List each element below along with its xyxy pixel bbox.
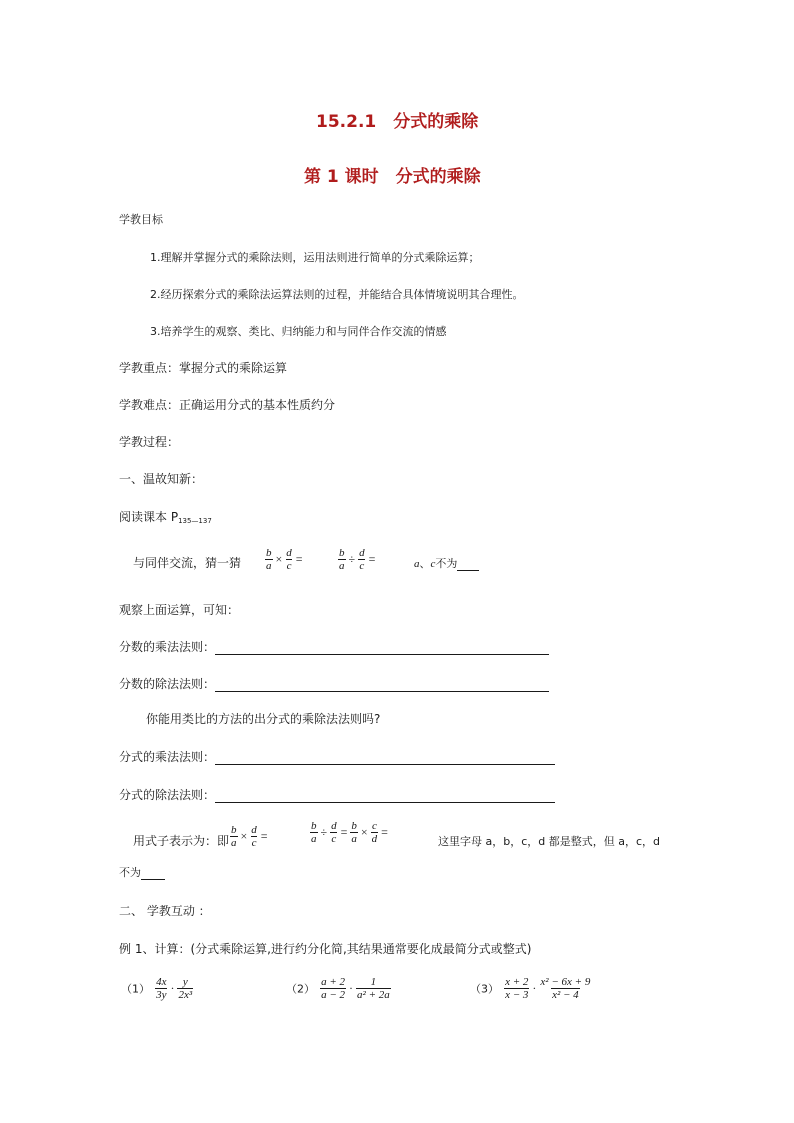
fraction: $\frac{c}{d}$ — [371, 820, 378, 845]
read-pages: 135—137 — [178, 517, 212, 525]
fraction: $\frac{b}{a}$ — [351, 820, 357, 845]
fraction: $\frac{a + 2}{a - 2}$ — [321, 976, 346, 1001]
goals-heading: 学教目标 — [119, 213, 163, 226]
section-2-heading: 二、 学教互动 ： — [119, 904, 211, 918]
exercise-label: （2） — [286, 982, 315, 996]
exercise-label: （1） — [121, 982, 150, 996]
answer-blank[interactable] — [215, 788, 555, 803]
letters-note-end: 不为 — [119, 864, 165, 880]
exercise-1: （1） $\frac{4x}{3y}$ · $\frac{y}{\text{2x³}}$ — [121, 976, 193, 1001]
fraction: $\frac{d}{c}$ — [359, 547, 365, 572]
exercise-3: （3） $\frac{x + 2}{x - 3}$ · $\frac{\text{x² − 6x + 9}}{\text{x² − 4}}$ — [470, 976, 591, 1001]
process-heading: 学教过程： — [119, 435, 180, 449]
fraction: $\frac{b}{a}$ — [311, 820, 317, 845]
formula-divide: $\frac{b}{a}$ ÷ $\frac{d}{c}$ = $\frac{b}{a}$ × $\frac{c}{d}$ = — [311, 820, 388, 845]
analogy-question: 你能用类比的方法的出分式的乘除法法则吗? — [146, 712, 381, 726]
fraction-divide-rule: 分式的除法法则： — [119, 786, 555, 803]
fraction: $\frac{1}{\text{a² + 2a}}$ — [357, 976, 390, 1001]
fraction: $\frac{b}{a}$ — [339, 547, 345, 572]
goal-item-2: 2.经历探索分式的乘除法运算法则的过程，并能结合具体情境说明其合理性。 — [150, 288, 524, 301]
number-divide-rule: 分数的除法法则： — [119, 675, 549, 692]
fraction: $\frac{d}{c}$ — [251, 824, 257, 849]
number-multiply-rule: 分数的乘法法则： — [119, 638, 549, 655]
answer-blank[interactable] — [215, 640, 549, 655]
guess-label: 与同伴交流，猜一猜 — [133, 556, 242, 570]
fraction: $\frac{b}{a}$ — [231, 824, 237, 849]
blank-line[interactable] — [141, 866, 165, 880]
difficulty: 学教难点：正确运用分式的基本性质约分 — [119, 398, 336, 412]
fraction: $\frac{b}{a}$ — [266, 547, 272, 572]
blank-line[interactable] — [457, 557, 479, 571]
guess-condition: a、c不为 — [414, 555, 479, 571]
key-point: 学教重点：掌握分式的乘除运算 — [119, 361, 288, 375]
fraction: $\frac{\text{x² − 6x + 9}}{\text{x² − 4}}$ — [540, 976, 591, 1001]
formula-multiply: $\frac{b}{a}$ × $\frac{d}{c}$ = — [231, 824, 268, 849]
page-title: 15.2.1 分式的乘除 — [316, 112, 479, 132]
fraction: $\frac{d}{c}$ — [286, 547, 292, 572]
letters-note: 这里字母 a，b，c，d 都是整式，但 a，c，d — [438, 835, 661, 848]
goal-item-1: 1.理解并掌握分式的乘除法则，运用法则进行简单的分式乘除运算； — [150, 251, 480, 264]
fraction: $\frac{y}{\text{2x³}}$ — [178, 976, 193, 1001]
answer-blank[interactable] — [215, 750, 555, 765]
goal-item-3: 3.培养学生的观察、类比、归纳能力和与同伴合作交流的情感 — [150, 325, 447, 338]
example-1-prompt: 例 1、计算：(分式乘除运算,进行约分化简,其结果通常要化成最简分式或整式) — [119, 942, 532, 956]
observe-text: 观察上面运算，可知： — [119, 603, 240, 617]
answer-blank[interactable] — [215, 677, 549, 692]
section-1-heading: 一、温故知新： — [119, 472, 204, 486]
fraction: $\frac{4x}{3y}$ — [156, 976, 167, 1001]
guess-formula-multiply: $\frac{b}{a}$ × $\frac{d}{c}$ = — [266, 547, 303, 572]
fraction: $\frac{d}{c}$ — [331, 820, 337, 845]
exercise-2: （2） $\frac{a + 2}{a - 2}$ · $\frac{1}{\text{a² + 2a}}$ — [286, 976, 390, 1001]
exercise-label: （3） — [470, 982, 499, 996]
formula-label: 用式子表示为：即 — [133, 834, 230, 848]
fraction: $\frac{x + 2}{x - 3}$ — [505, 976, 529, 1001]
read-textbook — [119, 508, 212, 525]
read-prefix: 阅读课本 P — [119, 510, 179, 524]
lesson-subtitle: 第 1 课时 分式的乘除 — [304, 167, 481, 187]
fraction-multiply-rule: 分式的乘法法则： — [119, 748, 555, 765]
guess-formula-divide: $\frac{b}{a}$ ÷ $\frac{d}{c}$ = — [339, 547, 376, 572]
